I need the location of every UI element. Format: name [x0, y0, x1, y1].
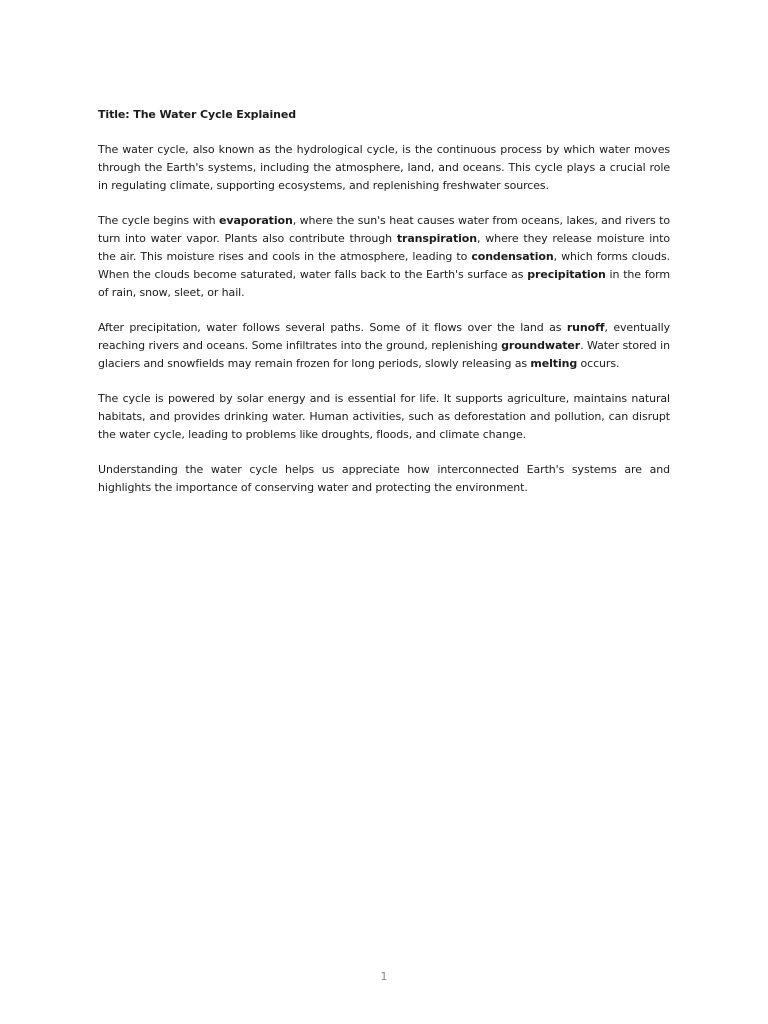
page-number: 1 [380, 970, 388, 983]
paragraph-text: , where they release moisture into the air. This moisture rises and cools in the atmosphere, leading to [98, 232, 670, 263]
term-groundwater: groundwater [501, 339, 581, 352]
paragraph-solar-energy [98, 390, 670, 444]
paragraph-text: After precipitation, water follows several paths. Some of it flows over the land as [98, 321, 567, 334]
paragraph-runoff [98, 319, 670, 373]
term-transpiration: transpiration [396, 232, 477, 245]
term-melting: melting [530, 357, 578, 370]
paragraph-text: . Water stored in glaciers and snowfields may remain frozen for long periods, slowly releasing as [98, 339, 670, 370]
paragraph-text: in the form of rain, snow, sleet, or hail. [98, 268, 670, 299]
paragraph-intro [98, 141, 670, 195]
term-condensation: condensation [471, 250, 554, 263]
paragraph-evaporation [98, 212, 670, 302]
paragraph-text: , where the sun's heat causes water from oceans, lakes, and rivers to turn into water vapor. Plants also contribute through [98, 214, 670, 245]
term-runoff: runoff [566, 321, 605, 334]
paragraph-text: , which forms clouds. When the clouds become saturated, water falls back to the Earth's surface as [98, 250, 670, 281]
document-body [98, 106, 670, 514]
term-evaporation: evaporation [219, 214, 293, 227]
paragraph-text: The water cycle, also known as the hydrological cycle, is the continuous process by which water moves through the Earth's systems, including the atmosphere, land, and oceans. This cycle plays a crucial role in regulating climate, supporting ecosystems, and replenishing freshwater sources. [98, 143, 670, 192]
paragraph-text: Understanding the water cycle helps us appreciate how interconnected Earth's systems are and highlights the importance of conserving water and protecting the environment. [98, 463, 670, 494]
term-precipitation: precipitation [527, 268, 606, 281]
paragraph-text: , eventually reaching rivers and oceans. Some infiltrates into the ground, replenishing [98, 321, 670, 352]
document-title: Title: The Water Cycle Explained [98, 108, 296, 121]
paragraph-text: The cycle begins with [98, 214, 220, 227]
paragraph-text: occurs. [577, 357, 620, 370]
paragraph-conclusion [98, 461, 670, 497]
paragraph-text: The cycle is powered by solar energy and is essential for life. It supports agriculture, maintains natural habitats, and provides drinking water. Human activities, such as deforestation and pollution, can disrupt the water cycle, leading to problems like droughts, floods, and climate change. [98, 392, 670, 441]
